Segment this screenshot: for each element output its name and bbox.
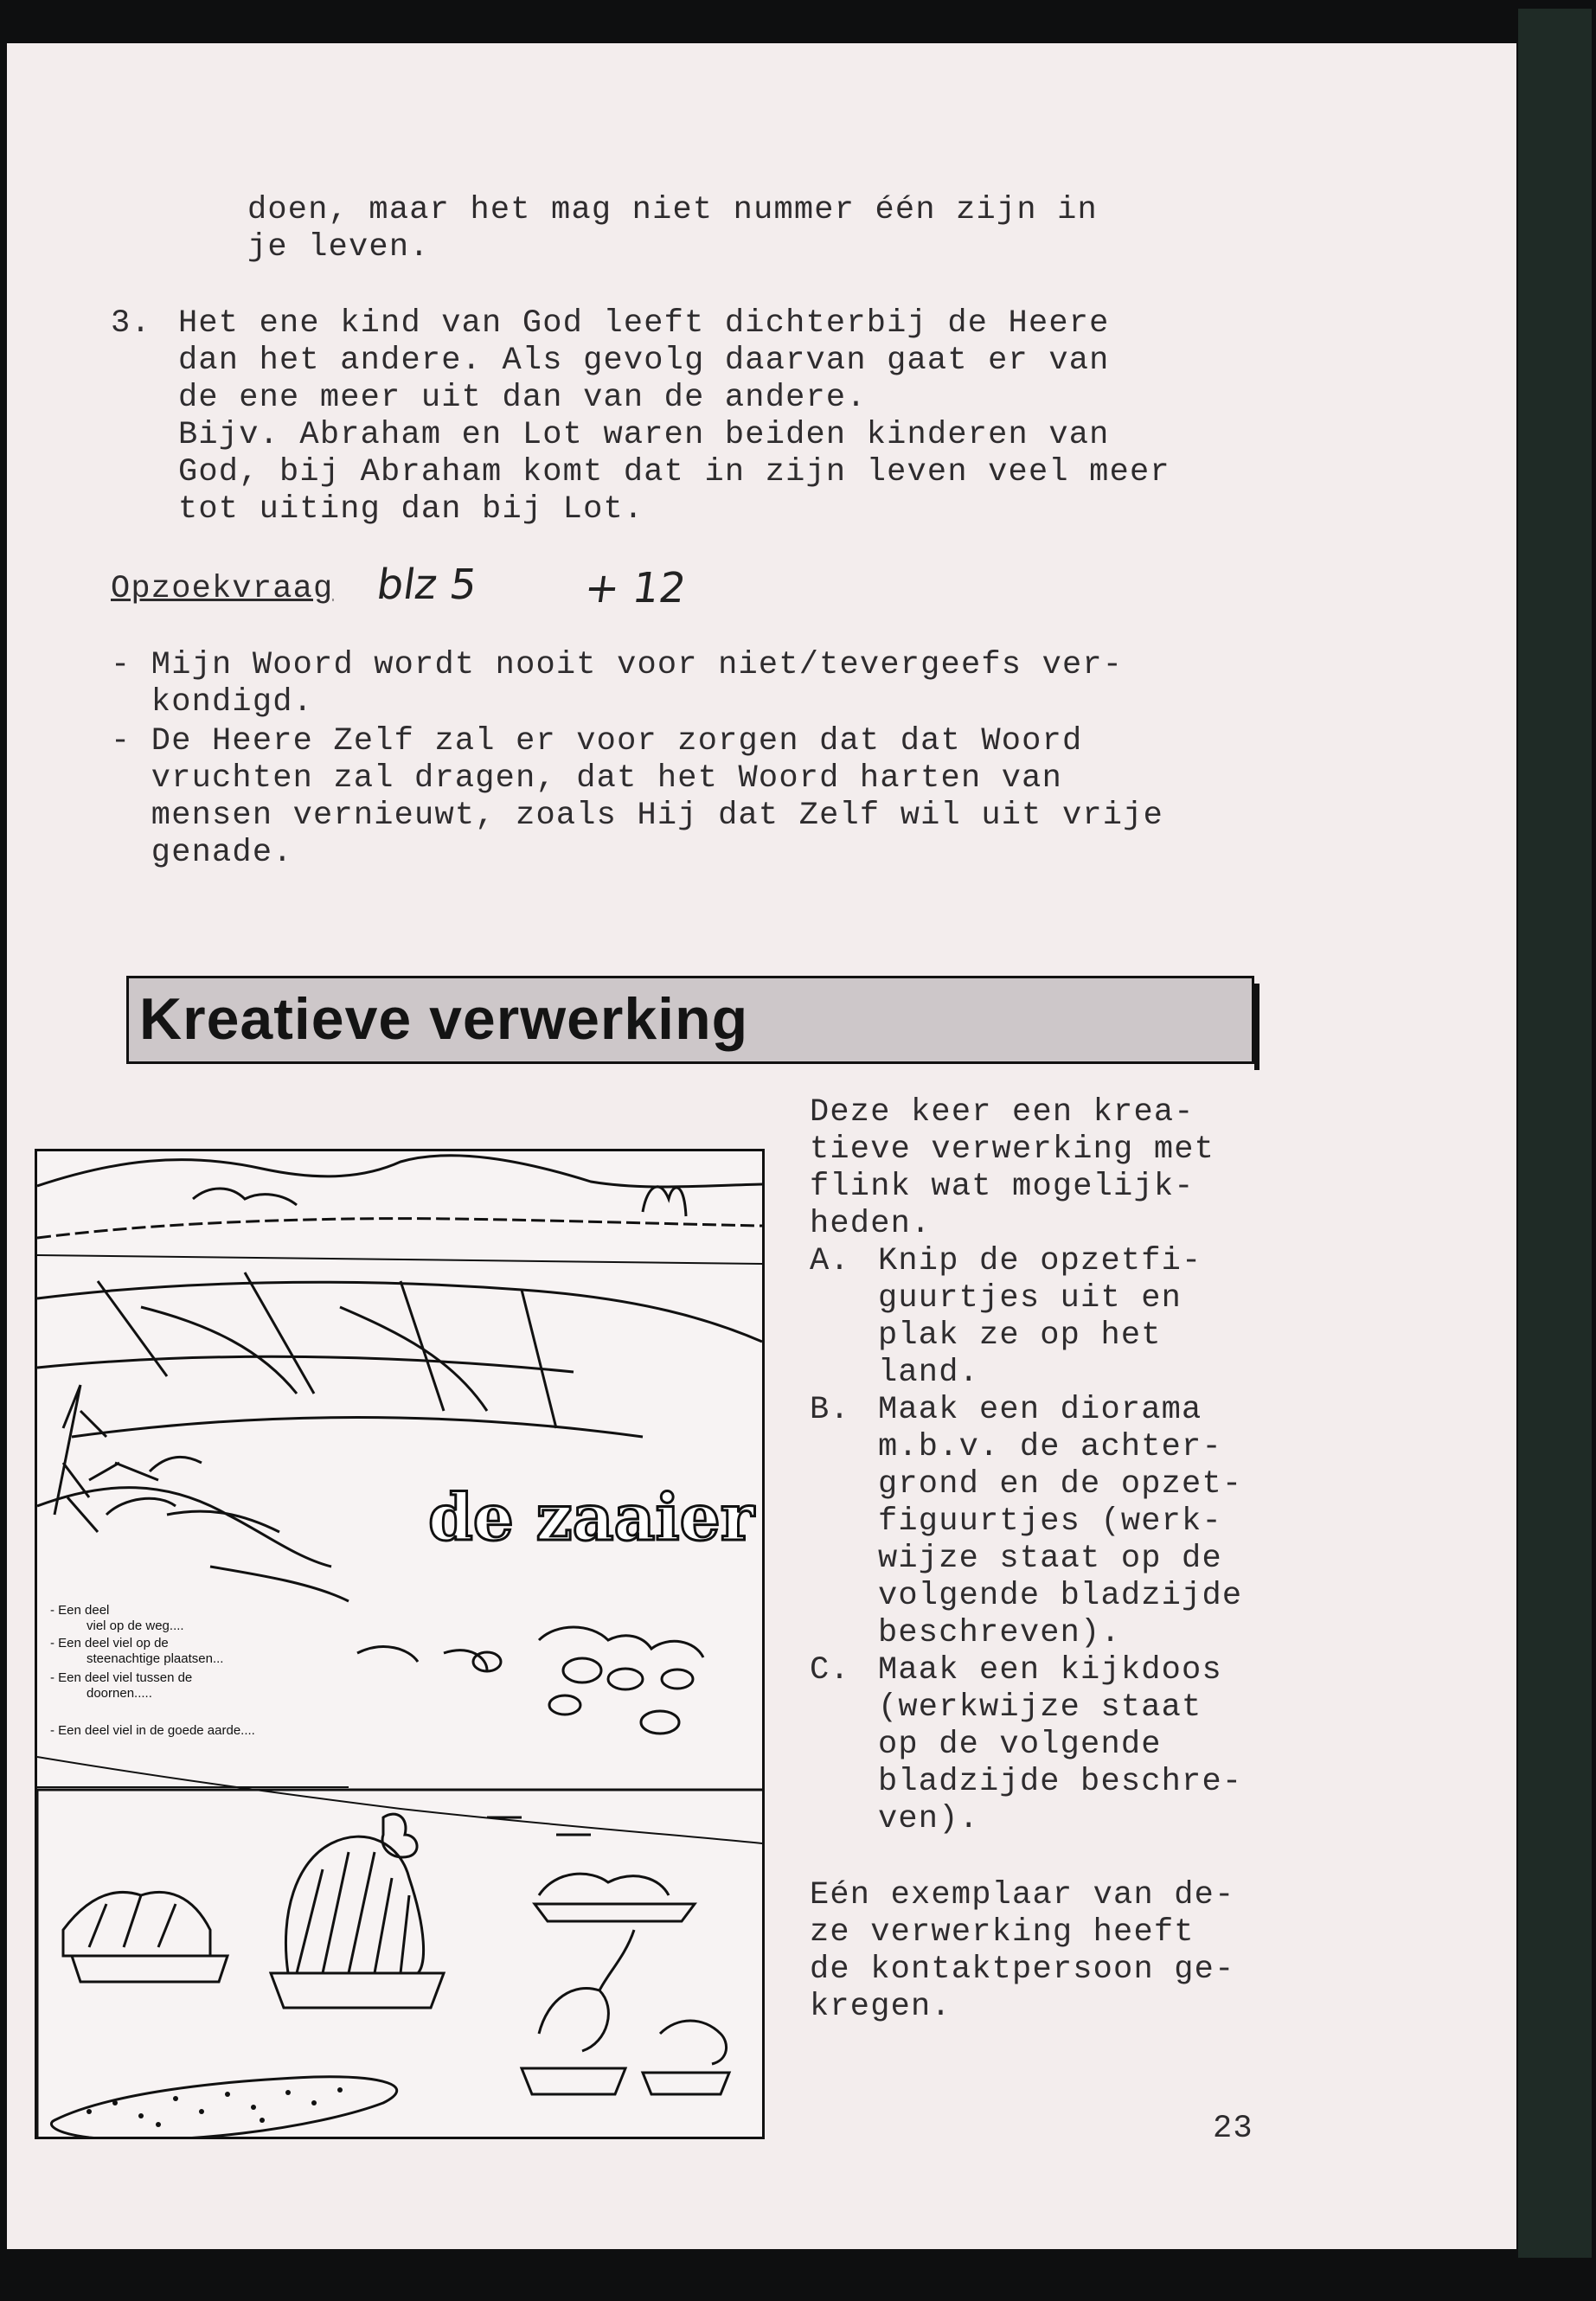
text-line: Eén exemplaar van de- <box>810 1877 1235 1913</box>
text-line: ven). <box>878 1801 980 1837</box>
text-line: Deze keer een krea- <box>810 1094 1195 1131</box>
text-line: je leven. <box>247 229 430 266</box>
text-line: figuurtjes (werk- <box>878 1503 1222 1540</box>
text-line: tot uiting dan bij Lot. <box>178 491 644 528</box>
illustration-caption: - Een deel viel in de goede aarde.... <box>50 1723 255 1738</box>
illustration-title: de zaaier <box>428 1481 754 1555</box>
bullet-line: vruchten zal dragen, dat het Woord harten van <box>111 760 1062 797</box>
book-spine <box>1518 9 1592 2258</box>
illustration-caption: steenachtige plaatsen... <box>87 1651 224 1666</box>
text-line: grond en de opzet- <box>878 1466 1243 1503</box>
text-line: beschreven). <box>878 1615 1121 1651</box>
text-line: (werkwijze staat <box>878 1689 1202 1726</box>
text-line: flink wat mogelijk- <box>810 1169 1195 1205</box>
text-line: Het ene kind van God leeft dichterbij de Heere <box>178 305 1110 342</box>
illustration-caption: - Een deel <box>50 1603 110 1618</box>
bullet-line: mensen vernieuwt, zoals Hij dat Zelf wil uit vrije <box>111 798 1163 834</box>
text-line: plak ze op het <box>878 1317 1162 1354</box>
text-line: Maak een diorama <box>878 1392 1202 1428</box>
text-line: land. <box>878 1355 980 1391</box>
text-line: op de volgende <box>878 1727 1162 1763</box>
section-banner <box>126 976 1254 1064</box>
bullet-line: kondigd. <box>111 684 314 721</box>
section-title: Kreatieve verwerking <box>139 986 749 1052</box>
handwritten-note: + 12 <box>581 564 689 612</box>
text-line: kregen. <box>810 1989 952 2025</box>
text-line: wijze staat op de <box>878 1541 1222 1577</box>
bullet-line: genade. <box>111 835 293 871</box>
text-line: God, bij Abraham komt dat in zijn leven veel meer <box>178 454 1170 490</box>
text-line: m.b.v. de achter- <box>878 1429 1222 1465</box>
handwritten-note: blz 5 <box>374 561 480 609</box>
text-line: de ene meer uit dan van de andere. <box>178 380 867 416</box>
list-letter: B. <box>810 1392 850 1428</box>
page-number: 23 <box>1213 2111 1253 2147</box>
text-line: de kontaktpersoon ge- <box>810 1952 1235 1988</box>
text-line: Maak een kijkdoos <box>878 1652 1222 1689</box>
text-line: Knip de opzetfi- <box>878 1243 1202 1279</box>
text-line: doen, maar het mag niet nummer één zijn in <box>247 192 1098 228</box>
text-line: bladzijde beschre- <box>878 1764 1243 1800</box>
illustration-caption: - Een deel viel tussen de <box>50 1670 193 1685</box>
text-line: volgende bladzijde <box>878 1578 1243 1614</box>
opzoekvraag-label: Opzoekvraag <box>111 571 334 607</box>
list-number: 3. <box>111 305 151 342</box>
bullet-line: - De Heere Zelf zal er voor zorgen dat dat Woord <box>111 723 1083 760</box>
bullet-line: - Mijn Woord wordt nooit voor niet/tevergeefs ver- <box>111 647 1124 683</box>
text-line: dan het andere. Als gevolg daarvan gaat er van <box>178 343 1110 379</box>
list-letter: C. <box>810 1652 850 1689</box>
illustration-caption: viel op de weg.... <box>87 1618 184 1633</box>
text-line: ze verwerking heeft <box>810 1914 1195 1951</box>
text-line: Bijv. Abraham en Lot waren beiden kinderen van <box>178 417 1110 453</box>
list-letter: A. <box>810 1243 850 1279</box>
illustration-caption: doornen..... <box>87 1686 152 1701</box>
illustration-caption: - Een deel viel op de <box>50 1636 169 1650</box>
text-line: tieve verwerking met <box>810 1131 1215 1168</box>
text-line: heden. <box>810 1206 932 1242</box>
text-line: guurtjes uit en <box>878 1280 1183 1317</box>
